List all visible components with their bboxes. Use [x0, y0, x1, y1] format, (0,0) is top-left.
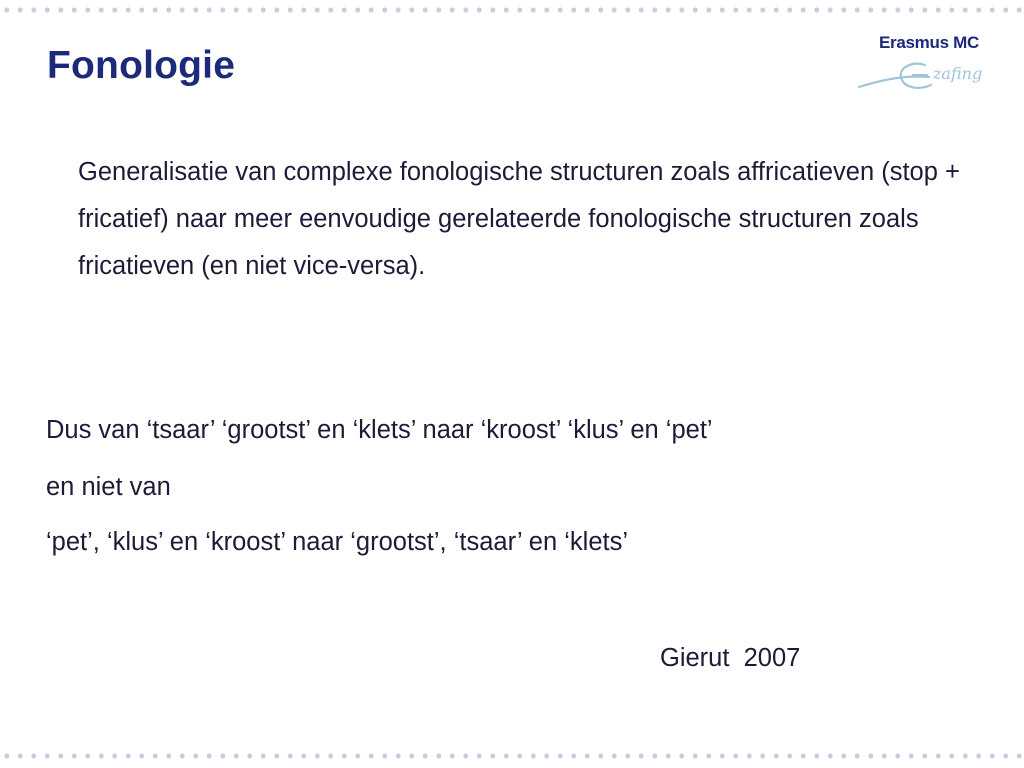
bottom-dotted-border: [0, 752, 1024, 760]
erasmus-mc-logo: [855, 33, 1015, 99]
example-line-3: ‘pet’, ‘klus’ en ‘kroost’ naar ‘grootst’, ‘tsaar’ en ‘klets’: [46, 528, 629, 556]
slide-title: Fonologie: [47, 44, 236, 87]
example-line-2: en niet van: [46, 473, 171, 501]
citation: Gierut 2007: [660, 644, 801, 672]
intro-paragraph: Generalisatie van complexe fonologische structuren zoals affricatieven (stop + fricatief) naar meer eenvoudige gerelateerde fonologische structuren zoals fricatieven (en niet vice-versa).: [78, 158, 960, 280]
logo-script-text: zafing: [933, 64, 983, 83]
logo-signature-icon: [855, 51, 1015, 99]
logo-wordmark: Erasmus MC: [879, 33, 979, 52]
top-dotted-border: [0, 6, 1024, 14]
example-line-1: Dus van ‘tsaar’ ‘grootst’ en ‘klets’ naar ‘kroost’ ‘klus’ en ‘pet’: [46, 416, 713, 444]
